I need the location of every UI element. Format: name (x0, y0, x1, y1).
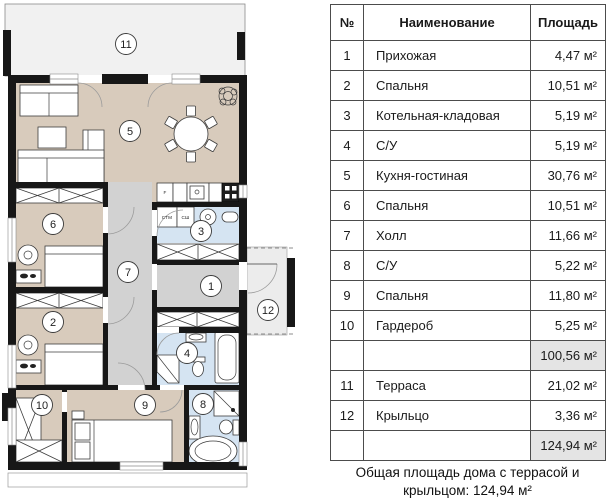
cell-num: 9 (331, 281, 364, 311)
table-row (331, 311, 606, 341)
svg-text:10: 10 (35, 399, 49, 412)
wardrobe-strip-upper (157, 244, 239, 260)
svg-text:7: 7 (124, 266, 132, 279)
window (239, 185, 247, 198)
cell-name (364, 431, 531, 461)
window (172, 74, 200, 84)
window (120, 462, 163, 470)
room-label-4 (177, 343, 198, 364)
cell-name: Холл (364, 221, 531, 251)
cell-name: Прихожая (364, 41, 531, 71)
table-row (331, 251, 606, 281)
room-label-6 (43, 214, 64, 235)
svg-text:12: 12 (261, 304, 275, 317)
table-row (331, 401, 606, 431)
room-1-entry (157, 265, 239, 307)
room-7-hall (108, 182, 152, 390)
stove (222, 183, 239, 202)
svg-text:3: 3 (197, 225, 205, 238)
header-num: № (331, 5, 364, 41)
cell-num: 6 (331, 191, 364, 221)
plinth-strip (8, 473, 247, 487)
area-table (330, 4, 605, 461)
cell-area: 11,80 м² (531, 281, 606, 311)
cell-area: 124,94 м² (531, 431, 606, 461)
table-row (331, 41, 606, 71)
cell-num: 11 (331, 371, 364, 401)
cell-num: 5 (331, 161, 364, 191)
fridge-label: F (163, 190, 167, 195)
svg-text:8: 8 (199, 398, 207, 411)
cell-num: 2 (331, 71, 364, 101)
dresser (16, 360, 41, 373)
room-label-11 (116, 34, 137, 55)
cell-area: 4,47 м² (531, 41, 606, 71)
cell-num: 1 (331, 41, 364, 71)
cell-name: С/У (364, 251, 531, 281)
water-heater (222, 212, 238, 222)
cell-area: 5,19 м² (531, 131, 606, 161)
toilet (233, 420, 239, 435)
cell-name (364, 341, 531, 371)
cell-area: 11,66 м² (531, 221, 606, 251)
cell-name: Крыльцо (364, 401, 531, 431)
cell-num: 4 (331, 131, 364, 161)
cell-area: 30,76 м² (531, 161, 606, 191)
table-row (331, 371, 606, 401)
room-label-2 (43, 312, 64, 333)
svg-text:4: 4 (183, 347, 191, 360)
room-label-5 (120, 121, 141, 142)
cell-area: 21,02 м² (531, 371, 606, 401)
room-label-7 (118, 262, 139, 283)
cell-area: 5,19 м² (531, 101, 606, 131)
subtotal-row (331, 341, 606, 371)
cell-name: Спальня (364, 191, 531, 221)
header-name: Наименование (364, 5, 531, 41)
cell-name: С/У (364, 131, 531, 161)
cell-name: Котельная-кладовая (364, 101, 531, 131)
cell-area: 3,36 м² (531, 401, 606, 431)
nightstand (72, 411, 84, 419)
sink (189, 416, 200, 439)
table-row (331, 101, 606, 131)
dresser (16, 270, 41, 283)
cell-num (331, 431, 364, 461)
wardrobe-strip-lower (157, 312, 239, 327)
table-row (331, 161, 606, 191)
svg-text:2: 2 (49, 316, 57, 329)
window (8, 345, 16, 388)
kitchen-counter (157, 183, 239, 202)
cell-area: 5,25 м² (531, 311, 606, 341)
table-row (331, 281, 606, 311)
cell-name: Гардероб (364, 311, 531, 341)
cell-num: 8 (331, 251, 364, 281)
wardrobe-room-6 (16, 188, 103, 203)
cell-name: Терраса (364, 371, 531, 401)
cell-name: Кухня-гостиная (364, 161, 531, 191)
total-row (331, 431, 606, 461)
cell-area: 100,56 м² (531, 341, 606, 371)
dryer-label: СШ (181, 215, 190, 220)
header-area: Площадь (531, 5, 606, 41)
cell-name: Спальня (364, 281, 531, 311)
wardrobe-room-2 (16, 293, 103, 308)
cell-num: 3 (331, 101, 364, 131)
svg-text:6: 6 (49, 218, 57, 231)
window (239, 442, 247, 466)
window (8, 408, 16, 445)
room-label-3 (191, 221, 212, 242)
total-area-caption-text: Общая площадь дома с террасой и крыльцом: 124,94 м² (355, 465, 580, 498)
room-label-10 (32, 395, 53, 416)
cell-num: 12 (331, 401, 364, 431)
table-row (331, 221, 606, 251)
room-label-9 (135, 395, 156, 416)
table-row (331, 71, 606, 101)
room-label-8 (193, 394, 214, 415)
svg-text:9: 9 (141, 399, 149, 412)
porch-area (247, 247, 295, 335)
room-label-1 (201, 276, 222, 297)
bed (45, 344, 103, 385)
cell-area: 10,51 м² (531, 71, 606, 101)
table-row (331, 191, 606, 221)
svg-text:11: 11 (120, 38, 132, 51)
total-area-caption (330, 464, 605, 499)
cell-num: 10 (331, 311, 364, 341)
table-header-row (331, 5, 606, 41)
coffee-table (38, 127, 66, 148)
window (8, 218, 16, 262)
pot (18, 245, 38, 265)
bed (45, 246, 103, 287)
cell-area: 10,51 м² (531, 191, 606, 221)
cell-num: 7 (331, 221, 364, 251)
cell-name: Спальня (364, 71, 531, 101)
washer-label: СТМ (161, 215, 173, 220)
svg-text:1: 1 (207, 280, 215, 293)
room-label-12 (258, 300, 279, 321)
cell-area: 5,22 м² (531, 251, 606, 281)
bathtub (189, 436, 237, 466)
cell-num (331, 341, 364, 371)
window (50, 74, 78, 84)
pot (18, 335, 38, 355)
svg-text:5: 5 (126, 125, 134, 138)
table-row (331, 131, 606, 161)
